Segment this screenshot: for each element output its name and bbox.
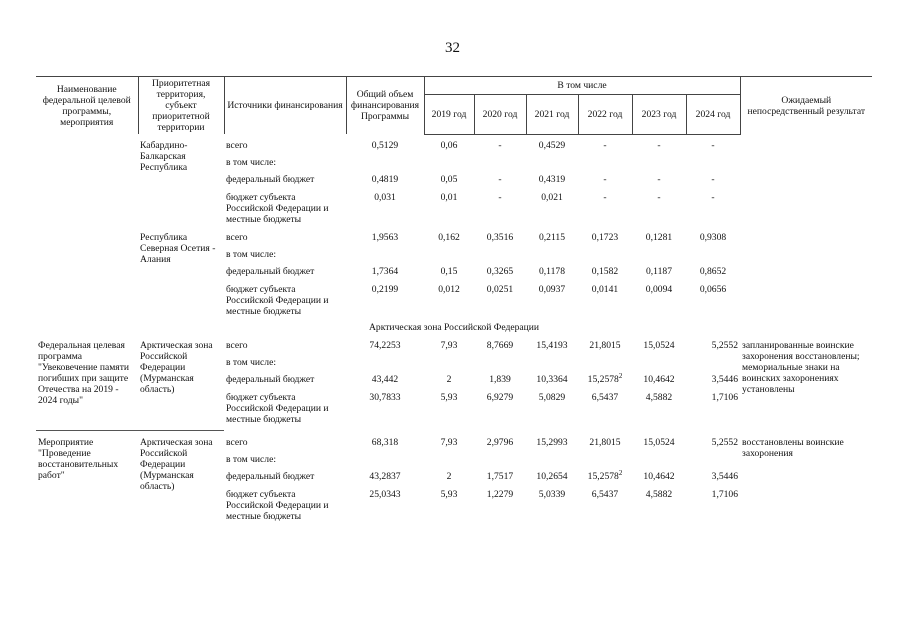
value-cell: 15,2993 bbox=[536, 436, 568, 448]
header-year: 2024 год bbox=[686, 94, 740, 134]
value-cell: 15,0524 bbox=[643, 436, 675, 448]
result-cell: запланированные воинские захоронения восстановлены; мемориальные знаки на воинских захоронениях установлены bbox=[742, 339, 860, 395]
value-cell: 0,0656 bbox=[699, 283, 727, 295]
value-cell: 0,4319 bbox=[538, 173, 566, 185]
value-cell: 0,0141 bbox=[591, 283, 619, 295]
value-cell: 0,0251 bbox=[486, 283, 514, 295]
value-cell: 6,9279 bbox=[486, 391, 514, 403]
program-name: Федеральная целевая программа "Увековечение памяти погибших при защите Отечества на 2019 - 2024 годы" bbox=[38, 339, 130, 406]
table-row bbox=[36, 139, 872, 152]
value-cell: 0,162 bbox=[438, 231, 460, 243]
value-cell: 5,0339 bbox=[538, 488, 566, 500]
value-cell: 2,9796 bbox=[486, 436, 514, 448]
value-cell: 0,5129 bbox=[371, 139, 399, 151]
header-name: Наименование федеральной целевой программы, мероприятия bbox=[36, 77, 138, 135]
value-cell: - bbox=[498, 139, 502, 151]
territory-cell: Арктическая зона Российской Федерации (Мурманская область) bbox=[140, 436, 213, 492]
value-cell: 0,05 bbox=[440, 173, 458, 185]
value-cell: 74,2253 bbox=[369, 339, 401, 351]
result-cell: восстановлены воинские захоронения bbox=[742, 436, 844, 459]
value-cell: - bbox=[603, 139, 607, 151]
value-cell: 1,9563 bbox=[371, 231, 399, 243]
value-cell: 1,7106 bbox=[711, 391, 739, 403]
source-cell: федеральный бюджет bbox=[226, 373, 315, 385]
value-cell: 0,4819 bbox=[371, 173, 399, 185]
value-cell: 0,3265 bbox=[486, 265, 514, 277]
header-year: 2023 год bbox=[632, 94, 686, 134]
source-cell: в том числе: bbox=[226, 356, 277, 368]
footnote-mark: 2 bbox=[618, 468, 623, 477]
value-cell: 5,2552 bbox=[711, 339, 739, 351]
header-year: 2021 год bbox=[526, 94, 578, 134]
value-cell: 8,7669 bbox=[486, 339, 514, 351]
value-cell: 0,0094 bbox=[645, 283, 673, 295]
value-cell: 0,1178 bbox=[538, 265, 566, 277]
value-cell: 21,8015 bbox=[589, 436, 621, 448]
value-cell: 3,5446 bbox=[711, 373, 739, 385]
header-result: Ожидаемый непосредственный результат bbox=[740, 77, 872, 135]
value-cell: 10,3364 bbox=[536, 373, 568, 385]
zone-title: Арктическая зона Российской Федерации bbox=[368, 321, 540, 333]
table-row bbox=[36, 433, 872, 449]
source-cell: федеральный бюджет bbox=[226, 265, 315, 277]
value-cell: 0,0937 bbox=[538, 283, 566, 295]
value-cell: 7,93 bbox=[440, 436, 458, 448]
financing-table bbox=[36, 76, 872, 523]
header-year: 2019 год bbox=[424, 94, 474, 134]
value-cell: 5,2552 bbox=[711, 436, 739, 448]
territory-cell: Республика Северная Осетия - Алания bbox=[140, 231, 216, 265]
value-cell: 25,0343 bbox=[369, 488, 401, 500]
value-cell: 15,0524 bbox=[643, 339, 675, 351]
value-cell: 0,031 bbox=[374, 191, 396, 203]
value-cell: 68,318 bbox=[371, 436, 399, 448]
source-cell: всего bbox=[226, 436, 248, 448]
value-cell: 0,9308 bbox=[699, 231, 727, 243]
source-cell: в том числе: bbox=[226, 156, 277, 168]
value-cell: - bbox=[603, 173, 607, 185]
page-number: 32 bbox=[445, 40, 460, 56]
table-row bbox=[36, 231, 872, 244]
value-cell: 1,7364 bbox=[371, 265, 399, 277]
value-cell: - bbox=[498, 173, 502, 185]
value-cell: 10,4642 bbox=[643, 373, 675, 385]
header-total: Общий объем финансирования Программы bbox=[346, 77, 424, 135]
source-cell: бюджет субъекта Российской Федерации и местные бюджеты bbox=[226, 283, 329, 317]
value-cell: 1,7517 bbox=[486, 470, 514, 482]
value-cell: 0,15 bbox=[440, 265, 458, 277]
value-cell: - bbox=[657, 173, 661, 185]
table-row bbox=[36, 339, 872, 352]
territory-cell: Кабардино-Балкарская Республика bbox=[140, 139, 188, 173]
value-cell: 0,4529 bbox=[538, 139, 566, 151]
value-cell: 1,2279 bbox=[486, 488, 514, 500]
value-cell: 0,012 bbox=[438, 283, 460, 295]
value-cell: 6,5437 bbox=[591, 488, 619, 500]
value-cell: 0,2199 bbox=[371, 283, 399, 295]
value-cell: 0,1582 bbox=[591, 265, 619, 277]
value-cell: 21,8015 bbox=[589, 339, 621, 351]
source-cell: всего bbox=[226, 231, 248, 243]
value-cell: 10,4642 bbox=[643, 470, 675, 482]
value-cell: 0,06 bbox=[440, 139, 458, 151]
footnote-mark: 2 bbox=[618, 371, 623, 380]
value-cell bbox=[578, 470, 632, 488]
header-territory: Приоритетная территория, субъект приоритетной территории bbox=[138, 77, 224, 135]
value-cell: 1,839 bbox=[489, 373, 511, 385]
territory-cell: Арктическая зона Российской Федерации (Мурманская область) bbox=[140, 339, 213, 395]
value-cell: 4,5882 bbox=[645, 391, 673, 403]
activity-name: Мероприятие "Проведение восстановительных работ" bbox=[38, 436, 119, 481]
source-cell: в том числе: bbox=[226, 453, 277, 465]
value-cell: 0,1281 bbox=[645, 231, 673, 243]
value-cell: 10,2654 bbox=[536, 470, 568, 482]
value-cell bbox=[578, 373, 632, 391]
value-text: 15,2578 bbox=[587, 373, 619, 385]
value-cell: 15,4193 bbox=[536, 339, 568, 351]
value-cell: 2 bbox=[446, 373, 452, 385]
value-cell: 5,93 bbox=[440, 391, 458, 403]
header-including: В том числе bbox=[424, 77, 740, 95]
value-cell: 6,5437 bbox=[591, 391, 619, 403]
source-cell: федеральный бюджет bbox=[226, 173, 315, 185]
value-cell: 1,7106 bbox=[711, 488, 739, 500]
source-cell: бюджет субъекта Российской Федерации и местные бюджеты bbox=[226, 391, 329, 425]
value-cell: 30,7833 bbox=[369, 391, 401, 403]
source-cell: федеральный бюджет bbox=[226, 470, 315, 482]
value-cell: 5,0829 bbox=[538, 391, 566, 403]
source-cell: бюджет субъекта Российской Федерации и местные бюджеты bbox=[226, 191, 329, 225]
value-text: 15,2578 bbox=[587, 470, 619, 482]
header-year: 2020 год bbox=[474, 94, 526, 134]
value-cell: 5,93 bbox=[440, 488, 458, 500]
value-cell: 0,3516 bbox=[486, 231, 514, 243]
value-cell: - bbox=[711, 139, 715, 151]
source-cell: бюджет субъекта Российской Федерации и местные бюджеты bbox=[226, 488, 329, 522]
header-sources: Источники финансирования bbox=[224, 77, 346, 135]
value-cell: 0,8652 bbox=[699, 265, 727, 277]
source-cell: в том числе: bbox=[226, 248, 277, 260]
value-cell: - bbox=[657, 139, 661, 151]
value-cell: 0,2115 bbox=[538, 231, 566, 243]
value-cell: 0,1187 bbox=[645, 265, 673, 277]
value-cell: - bbox=[498, 191, 502, 203]
value-cell: 0,01 bbox=[440, 191, 458, 203]
value-cell: 2 bbox=[446, 470, 452, 482]
source-cell: всего bbox=[226, 139, 248, 151]
value-cell: 3,5446 bbox=[711, 470, 739, 482]
value-cell: - bbox=[711, 173, 715, 185]
value-cell: - bbox=[711, 191, 715, 203]
value-cell: 43,2837 bbox=[369, 470, 401, 482]
header-year: 2022 год bbox=[578, 94, 632, 134]
value-cell: 4,5882 bbox=[645, 488, 673, 500]
value-cell: 0,021 bbox=[541, 191, 563, 203]
value-cell: 7,93 bbox=[440, 339, 458, 351]
value-cell: - bbox=[603, 191, 607, 203]
source-cell: всего bbox=[226, 339, 248, 351]
value-cell: 43,442 bbox=[371, 373, 399, 385]
value-cell: 0,1723 bbox=[591, 231, 619, 243]
value-cell: - bbox=[657, 191, 661, 203]
